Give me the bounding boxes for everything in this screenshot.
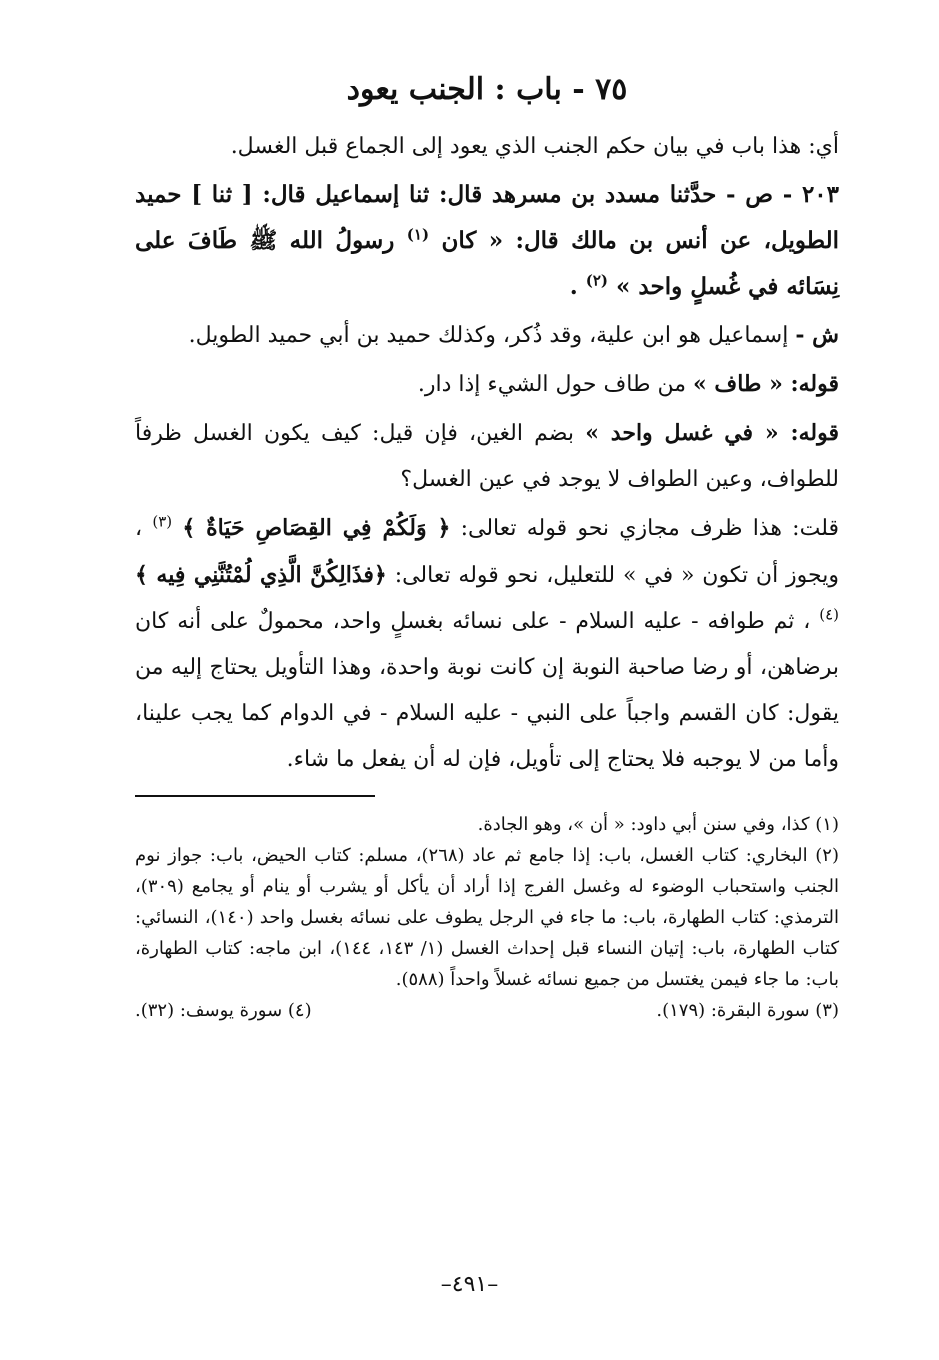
qawl2-label: قوله: « في غسل واحد » <box>585 420 840 446</box>
qult-paragraph <box>135 505 839 783</box>
footnote-ref-3[interactable]: (٣) <box>152 512 173 531</box>
qawl1-text: من طاف حول الشيء إذا دار. <box>417 372 686 397</box>
page-number: –٤٩١– <box>440 1272 499 1297</box>
hadith-end: . <box>569 273 578 300</box>
qult-text-a: قلت: هذا ظرف مجازي نحو قوله تعالى: <box>460 516 839 541</box>
qult-text-b: ، ويجوز أن تكون « في » للتعليل، نحو قوله تعالى: <box>135 516 839 588</box>
chapter-heading: ٧٥ - باب : الجنب يعود <box>346 72 628 107</box>
quran-quote-1: ﴿ وَلَكُمْ فِي القِصَاصِ حَيَاةٌ ﴾ <box>182 515 451 541</box>
hadith-text: ٢٠٣ - ص - حدَّثنا مسدد بن مسرهد قال: ثنا إسماعيل قال: [ ثنا ] حميد الطويل، عن أنس بن مالك قال: « كان <box>135 181 840 254</box>
footnotes <box>135 809 839 1026</box>
footnote-1: (١) كذا، وفي سنن أبي داود: « أن »، وهو الجادة. <box>477 814 839 835</box>
sharh-text: إسماعيل هو ابن علية، وقد ذُكر، وكذلك حميد بن أبي حميد الطويل. <box>188 323 789 348</box>
footnote-ref-4[interactable]: (٤) <box>819 605 839 624</box>
sharh-label: ش - <box>795 322 839 348</box>
sharh-paragraph <box>135 312 839 359</box>
footnote-3: (٣) سورة البقرة: (١٧٩). <box>656 1000 839 1021</box>
quran-quote-2: ﴿فذَالِكُنَّ الَّذِي لُمْتُنَّنِي فِيه ﴾ <box>135 562 387 588</box>
qawl2-text: بضم الغين، فإن قيل: كيف يكون الغسل ظرفاً للطواف، وعين الطواف لا يوجد في عين الغسل؟ <box>135 421 839 492</box>
qawl-paragraph-2 <box>135 410 839 503</box>
footnote-row-3-4 <box>135 995 839 1026</box>
hadith-paragraph <box>135 172 839 310</box>
footnote-divider <box>135 795 375 797</box>
footnote-2: (٢) البخاري: كتاب الغسل، باب: إذا جامع ثم عاد (٢٦٨)، مسلم: كتاب الحيض، باب: جواز نوم الجنب واستحباب الوضوء له وغسل الفرج إذا أراد أن يأكل أو يشرب أو ينام أو يجامع (٣٠٩)، الترمذي: كتاب الطهارة، باب: ما جاء في الرجل يطوف على نسائه بغسل واحد (١٤٠)، النسائي: كتاب الطهارة، باب: إتيان النساء قبل إحداث الغسل (١/ ١٤٣، ١٤٤)، ابن ماجه: كتاب الطهارة، باب: ما جاء فيمن يغتسل من جميع نسائه غسلاً واحداً (٥٨٨). <box>135 845 840 990</box>
footnote-ref-2[interactable]: (٢) <box>585 271 608 290</box>
qawl1-label: قوله: « طاف » <box>693 371 839 397</box>
hadith-text-cont: رسولُ الله ﷺ طَافَ على نِسَائه في غُسلٍ واحد » <box>135 227 839 300</box>
intro-paragraph: أي: هذا باب في بيان حكم الجنب الذي يعود إلى الجماع قبل الغسل. <box>230 134 839 159</box>
qult-text-c: ، ثم طوافه - عليه السلام - على نسائه بغسلٍ واحد، محمولٌ على أنه كان برضاهن، أو رضا صاحبة النوبة إن كانت نوبة واحدة، وهذا التأويل يحتاج إليه من يقول: كان القسم واجباً على النبي - عليه السلام - في الدوام كما يجب علينا، وأما من لا يوجبه فلا يحتاج إلى تأويل، فإن له أن يفعل ما شاء. <box>135 609 839 772</box>
footnote-4: (٤) سورة يوسف: (٣٢). <box>135 1000 312 1021</box>
footnote-ref-1[interactable]: (١) <box>406 225 430 244</box>
qawl-paragraph-1 <box>135 361 839 408</box>
